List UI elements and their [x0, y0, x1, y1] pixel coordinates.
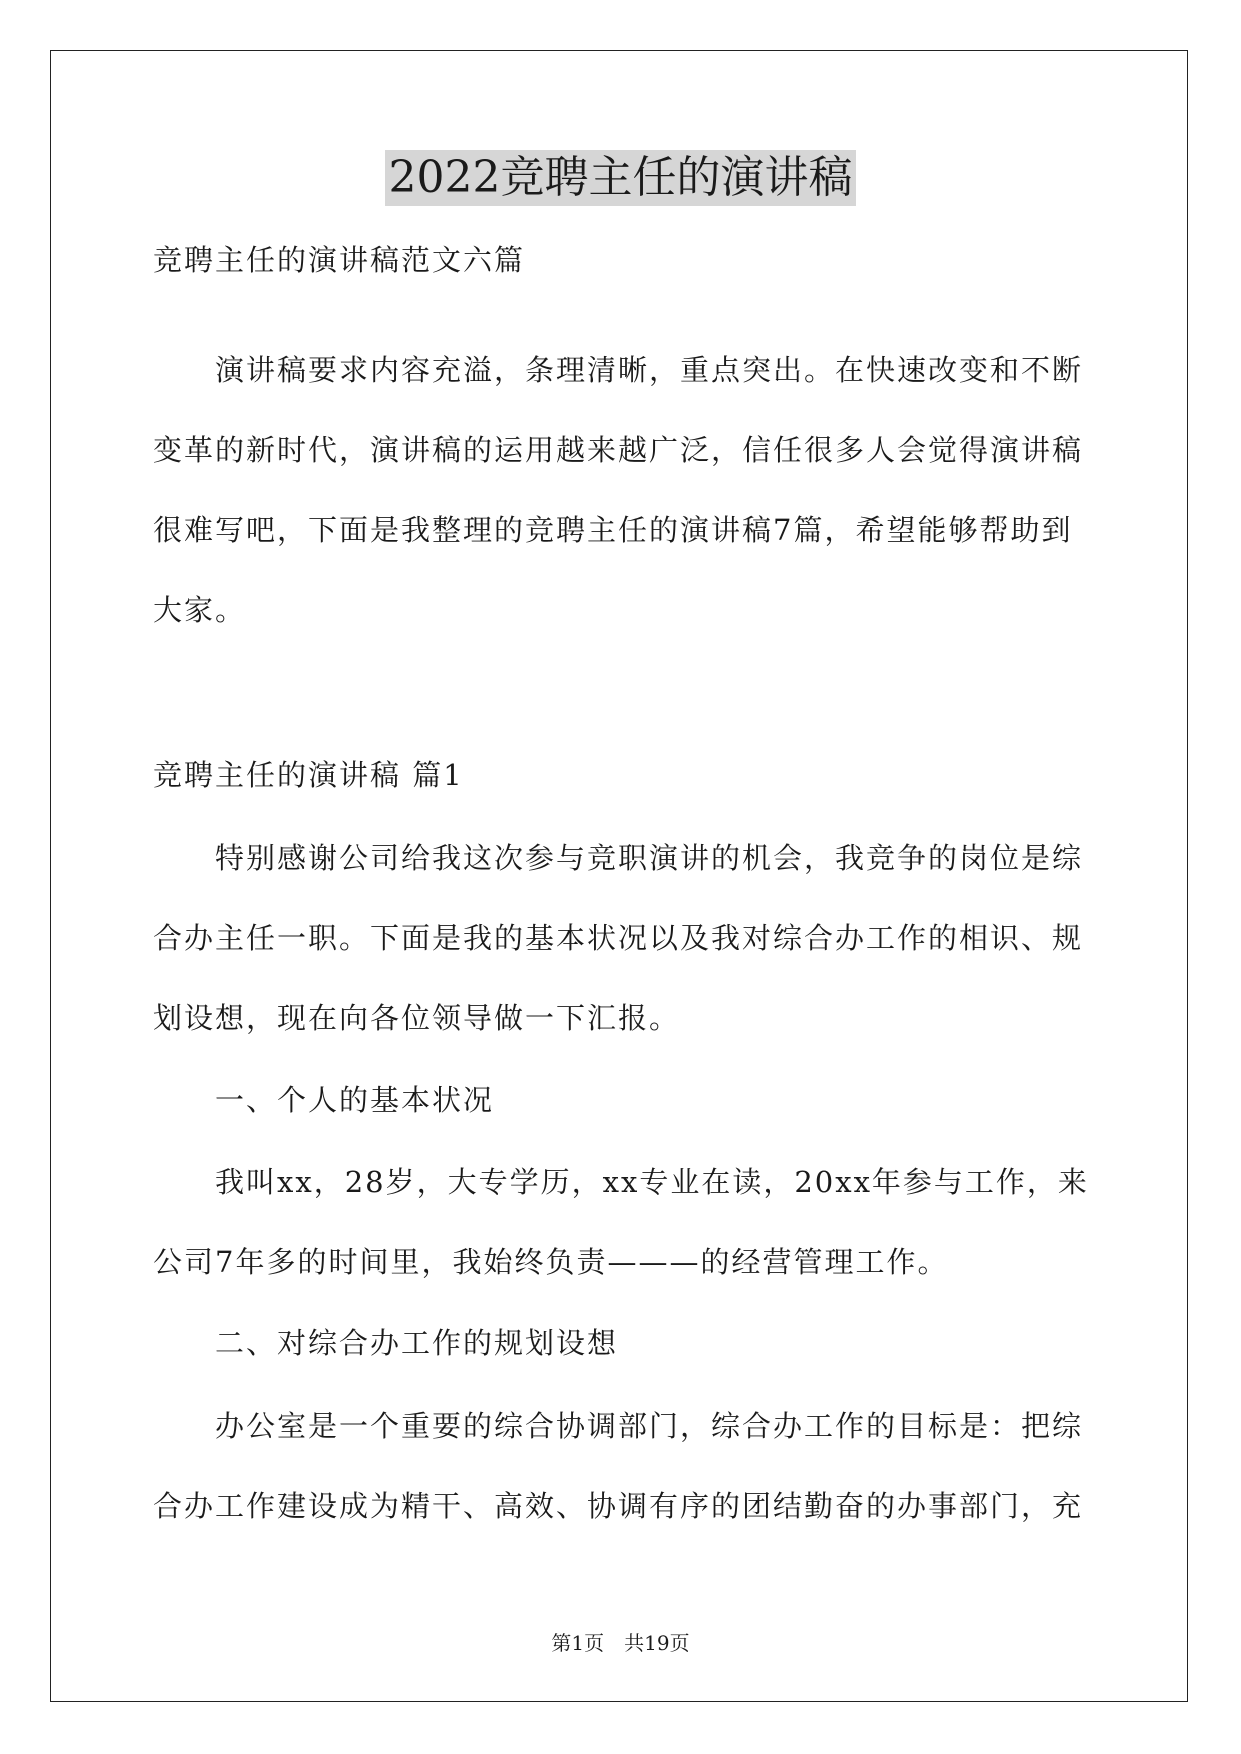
paragraph-line: 合办主任一职。下面是我的基本状况以及我对综合办工作的相识、规 — [153, 921, 1084, 955]
paragraph-line: 特别感谢公司给我这次参与竞职演讲的机会，我竞争的岗位是综 — [153, 841, 1084, 875]
paragraph-line: 合办工作建设成为精干、高效、协调有序的团结勤奋的办事部门，充 — [153, 1489, 1084, 1523]
paragraph-line: 变革的新时代，演讲稿的运用越来越广泛，信任很多人会觉得演讲稿 — [153, 433, 1084, 467]
paragraph-line: 划设想，现在向各位领导做一下汇报。 — [153, 1001, 681, 1035]
paragraph-line: 我叫xx，28岁，大专学历，xx专业在读，20xx年参与工作，来 — [153, 1165, 1089, 1199]
subheading-line: 二、对综合办工作的规划设想 — [153, 1326, 619, 1360]
paragraph-line: 很难写吧，下面是我整理的竞聘主任的演讲稿7篇，希望能够帮助到 — [153, 513, 1073, 547]
paragraph-line: 演讲稿要求内容充溢，条理清晰，重点突出。在快速改变和不断 — [153, 353, 1084, 387]
paragraph-line: 办公室是一个重要的综合协调部门，综合办工作的目标是：把综 — [153, 1409, 1084, 1443]
title-container — [0, 150, 1241, 206]
paragraph-line: 大家。 — [153, 593, 247, 627]
subheading-line: 一、个人的基本状况 — [153, 1083, 495, 1117]
document-title: 2022竞聘主任的演讲稿 — [385, 150, 857, 206]
page-footer: 第1页 共19页 — [551, 1631, 690, 1655]
subtitle-line: 竞聘主任的演讲稿范文六篇 — [153, 243, 526, 277]
paragraph-line: 公司7年多的时间里，我始终负责———的经营管理工作。 — [153, 1245, 949, 1279]
section-heading: 竞聘主任的演讲稿 篇1 — [153, 758, 464, 792]
